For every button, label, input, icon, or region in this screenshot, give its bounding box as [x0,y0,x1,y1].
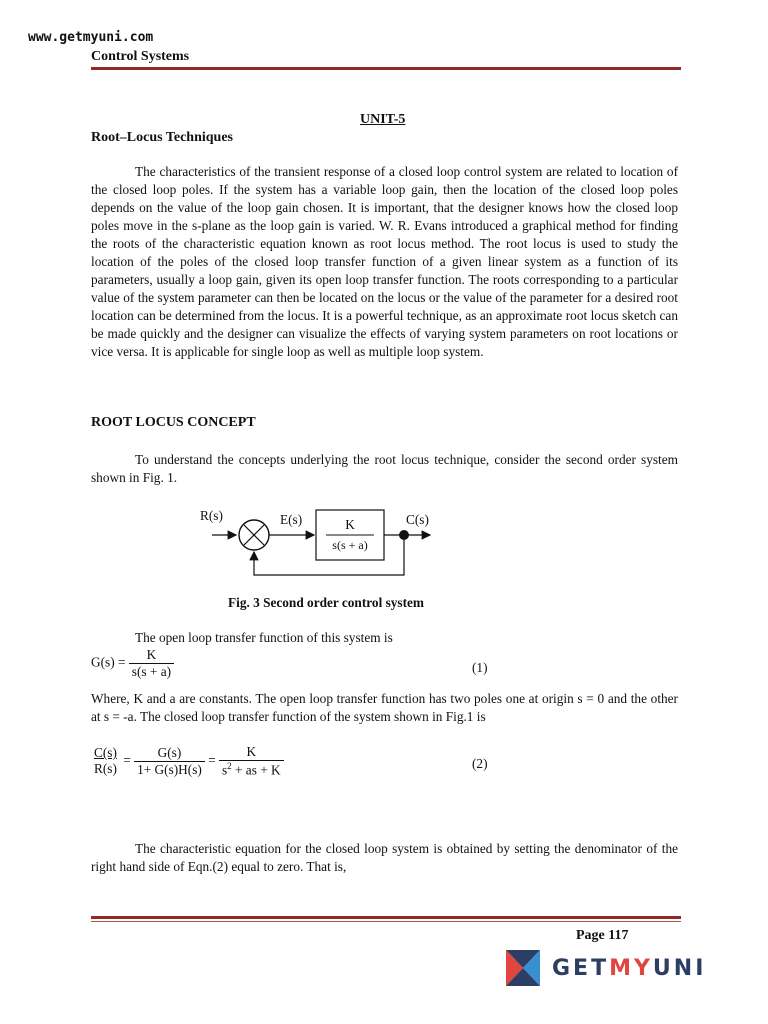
plant-numerator: K [345,517,355,532]
eq1-lhs: G(s) = [91,654,126,670]
eq2-mid-numerator: G(s) [134,745,205,762]
site-url: www.getmyuni.com [28,30,154,45]
eq2-rhs-numerator: K [219,744,284,761]
getmyuni-logo-text [552,956,706,981]
unit-heading: UNIT-5 [360,112,406,127]
eq2-lhs-numerator: C(s) [94,745,117,761]
where-text: Where, K and a are constants. The open loop transfer function has two poles one at origin s = 0 and the other at s = -a. The closed loop transfer function of the system shown in Fig.1 is [91,691,678,724]
characteristic-paragraph [91,840,678,876]
intro-text: The characteristics of the transient response of a closed loop control system are related to location of the closed loop poles. If the system has a variable loop gain, then the location of the closed loop poles depends on the value of the loop gain chosen. It is important, that the designer knows how the closed loop poles move in the s-plane as the loop gain is varied. W. R. Evans introduced a graphical method for finding the roots of the characteristic equation known as root locus method. The root locus is used to study the location of the poles of the closed loop transfer function of a given linear system as a function of its parameters, usually a loop gain, given its open loop transfer function. The roots corresponding to a particular value of the system parameter can then be located on the locus or the value of the parameter for a desired root location can be determined from the locus. It is a powerful technique, as an approximate root locus sketch can be made quickly and the designer can visualize the effects of varying system parameters on root locations or vice versa. It is applicable for single loop as well as multiple loop system. [91,164,678,359]
eq2-rhs-fraction [219,744,284,778]
header-rule [91,67,681,70]
eq2-rhs-rest: + as + K [231,762,281,778]
eq2-lhs-denominator: R(s) [94,761,117,777]
concept-paragraph [91,451,678,487]
getmyuni-logo-mark [504,948,542,988]
block-diagram [190,500,450,590]
intro-paragraph [91,163,678,361]
logo-text-uni: UNI [652,956,707,981]
where-paragraph [91,690,678,726]
output-label: C(s) [406,512,429,527]
eq1-fraction [129,647,174,680]
figure-caption: Fig. 3 Second order control system [228,595,424,610]
eq1-label: (1) [472,660,488,675]
input-label: R(s) [200,508,223,523]
footer-rule [91,916,681,919]
eq2-rhs-exponent: 2 [227,761,232,771]
summing-junction [239,520,269,550]
eq2-rhs-s: s [221,762,228,778]
takeoff-point [399,530,409,540]
eq2-mid-fraction [134,745,205,778]
eq1-denominator: s(s + a) [131,664,172,679]
section-title-root-locus-concept: ROOT LOCUS CONCEPT [91,415,256,430]
logo-text-my: MY [609,956,653,981]
plant-denominator: s(s + a) [332,538,368,552]
eq2-lhs-fraction [91,745,120,777]
page-number: Page 117 [576,928,629,943]
eq2-mid-denominator: 1+ G(s)H(s) [137,761,202,777]
footer-rule-thin [91,921,681,922]
logo-text-get: GET [552,956,610,981]
eq2-label: (2) [472,756,488,771]
characteristic-text: The characteristic equation for the closed loop system is obtained by setting the denominator of the right hand side of Eqn.(2) equal to zero. That is, [91,841,678,874]
section-title-root-locus-techniques: Root–Locus Techniques [91,130,233,145]
equation-1 [91,647,174,680]
header-title: Control Systems [91,49,190,64]
open-loop-intro: The open loop transfer function of this system is [135,630,393,645]
eq2-equals-2: = [208,752,216,768]
error-label: E(s) [280,512,303,527]
concept-text: To understand the concepts underlying the root locus technique, consider the second order system shown in Fig. 1. [91,452,678,485]
equation-2 [91,744,284,778]
eq2-equals-1: = [123,752,131,768]
eq1-numerator: K [129,647,174,664]
eq2-rhs-denominator [219,761,284,778]
